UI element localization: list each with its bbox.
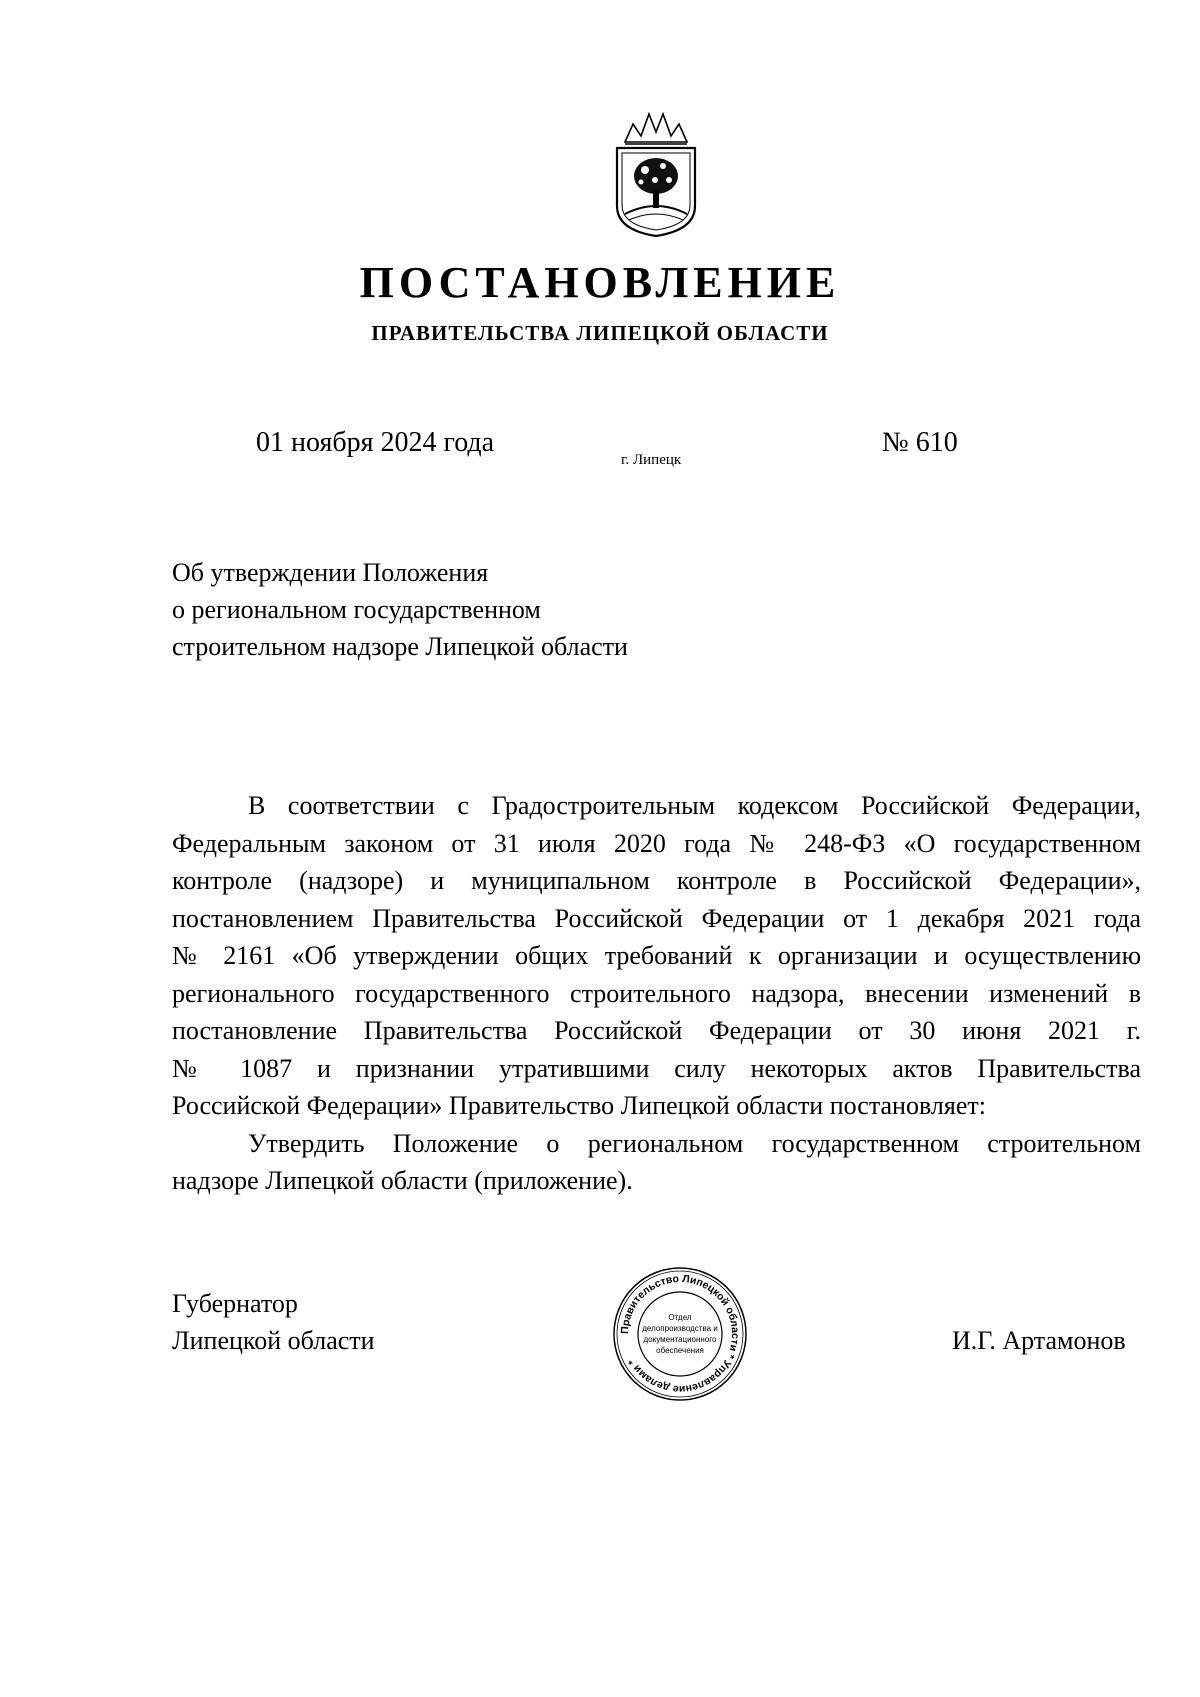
body-line: постановлением Правительства Российской Федерации от 1 декабря 2021 года: [172, 903, 1141, 933]
body-line: Утвердить Положение о региональном государственном строительном: [248, 1128, 1141, 1158]
document-subtitle: ПРАВИТЕЛЬСТВА ЛИПЕЦКОЙ ОБЛАСТИ: [371, 321, 829, 345]
subject-line: о региональном государственном: [172, 595, 541, 624]
subject-line: строительном надзоре Липецкой области: [172, 632, 628, 661]
body-line: № 2161 «Об утверждении общих требований к организации и осуществлению: [172, 941, 1141, 970]
document-number: № 610: [882, 427, 958, 458]
body-line: В соответствии с Градостроительным кодексом Российской Федерации,: [248, 791, 1141, 820]
body-line: постановление Правительства Российской Федерации от 30 июня 2021 г.: [172, 1016, 1141, 1045]
signatory-position-line: Липецкой области: [172, 1326, 375, 1355]
body-line: надзоре Липецкой области (приложение).: [172, 1166, 633, 1195]
stamp-inner-line: документационного: [643, 1335, 717, 1344]
body-line: контроле (надзоре) и муниципальном контроле в Российской Федерации»,: [172, 866, 1141, 895]
document-title: ПОСТАНОВЛЕНИЕ: [359, 258, 841, 307]
subject-line: Об утверждении Положения: [172, 558, 489, 587]
document-city: г. Липецк: [621, 452, 682, 468]
body-line: № 1087 и признании утратившими силу некоторых актов Правительства: [172, 1053, 1141, 1083]
document-body: [172, 787, 1141, 1200]
signatory-name: И.Г. Артамонов: [952, 1326, 1126, 1355]
stamp-inner-line: делопроизводства и: [642, 1324, 718, 1333]
stamp-outer-text: Правительство Липецкой области * Управление делами *: [618, 1272, 742, 1396]
stamp-inner-line: обеспечения: [656, 1346, 704, 1355]
signatory-position: [172, 1285, 375, 1359]
coat-of-arms-icon: [611, 110, 701, 238]
body-line: Федеральным законом от 31 июля 2020 года № 248-ФЗ «О государственном: [172, 828, 1141, 858]
body-line: регионального государственного строительного надзора, внесении изменений в: [172, 978, 1141, 1008]
document-date: 01 ноября 2024 года: [256, 427, 495, 458]
body-line: Российской Федерации» Правительство Липецкой области постановляет:: [172, 1091, 986, 1120]
signatory-position-line: Губернатор: [172, 1289, 298, 1318]
stamp-inner-line: Отдел: [668, 1313, 692, 1322]
document-subject: [172, 554, 732, 665]
seal-stamp-icon: [612, 1266, 748, 1402]
